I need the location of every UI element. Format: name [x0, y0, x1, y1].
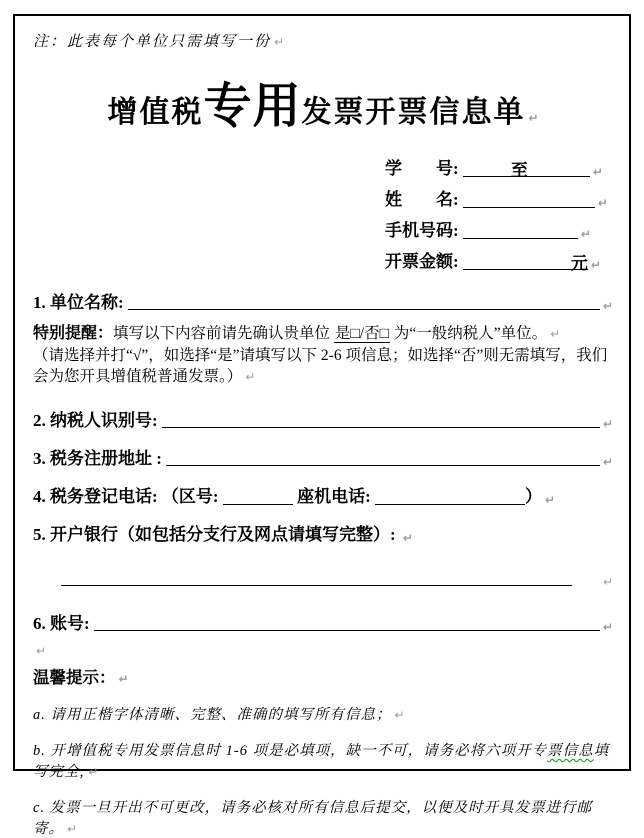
item4-close-paren: ）: [525, 487, 542, 506]
amount-input-line[interactable]: [463, 255, 571, 270]
header-fields-block: [385, 148, 613, 272]
student-no-label: 学 号:: [385, 159, 463, 178]
item4-label: 4. 税务登记电话: （区号:: [33, 487, 223, 506]
paragraph-mark-icon: ↵: [88, 765, 100, 779]
amount-label: 开票金额:: [385, 252, 463, 271]
paragraph-mark-icon: ↵: [394, 708, 406, 722]
item-tax-phone: [33, 482, 613, 507]
account-no-input-line[interactable]: [94, 629, 600, 631]
item-company-name: [33, 288, 613, 313]
paragraph-mark-icon: ↵: [580, 227, 591, 241]
tip-b-text-after: 填写完全;: [33, 743, 610, 780]
item-taxpayer-id: [33, 406, 613, 431]
paragraph-mark-icon: ↵: [118, 672, 129, 686]
student-no-from-input-line[interactable]: [463, 162, 511, 177]
tip-b-spellcheck-text: 票信息: [547, 743, 594, 759]
title-emphasis: 专用: [203, 80, 302, 133]
item-bank-name: [33, 520, 613, 545]
paragraph-mark-icon: ↵: [602, 620, 613, 634]
paragraph-mark-icon: ↵: [590, 258, 601, 272]
tips-heading: 温馨提示：: [33, 668, 116, 687]
item-account-no: [33, 609, 613, 634]
paragraph-mark-icon: ↵: [602, 575, 613, 589]
item1-label: 1. 单位名称:: [33, 293, 128, 312]
paragraph-mark-icon: ↵: [245, 370, 256, 384]
title-prefix: 增值税: [107, 96, 204, 129]
paragraph-mark-icon: ↵: [36, 644, 47, 658]
special-reminder-text-after: 为“一般纳税人”单位。: [389, 325, 548, 342]
item6-label: 6. 账号:: [33, 614, 94, 633]
paragraph-mark-icon: ↵: [402, 531, 413, 545]
empty-paragraph: [33, 642, 613, 660]
tips-heading-row: [33, 664, 613, 688]
paragraph-mark-icon: ↵: [602, 455, 613, 469]
item3-label: 3. 税务注册地址 :: [33, 449, 167, 468]
title-suffix: 发票开票信息单: [301, 96, 526, 129]
mobile-label: 手机号码:: [385, 221, 463, 240]
mobile-field: [385, 210, 613, 241]
name-field: [385, 179, 613, 210]
tip-b: [33, 739, 613, 781]
student-no-to-text: 至: [511, 156, 528, 177]
item4-mid-label: 座机电话:: [292, 487, 375, 506]
item5-label: 5. 开户银行（如包括分支行及网点请填写完整）:: [33, 525, 400, 544]
paragraph-mark-icon: ↵: [597, 196, 608, 210]
item2-label: 2. 纳税人识别号:: [33, 411, 162, 430]
amount-unit: 元: [571, 249, 588, 270]
landline-input-line[interactable]: [375, 490, 525, 505]
student-no-field: [385, 148, 613, 179]
paragraph-mark-icon: ↵: [592, 165, 603, 179]
tip-a-text: a. 请用正楷字体清晰、完整、准确的填写所有信息；: [33, 707, 392, 723]
tip-c: [33, 796, 613, 838]
top-note: [33, 30, 613, 51]
special-reminder: [33, 323, 613, 388]
bank-name-input-line[interactable]: [61, 584, 572, 586]
paragraph-mark-icon: ↵: [602, 417, 613, 431]
paragraph-mark-icon: ↵: [67, 822, 79, 836]
name-input-line[interactable]: [463, 193, 595, 208]
top-note-text: 注：此表每个单位只需填写一份: [33, 34, 272, 50]
form-sheet: [13, 14, 631, 837]
student-no-to-input-line[interactable]: [528, 162, 590, 177]
paragraph-mark-icon: ↵: [528, 111, 539, 125]
tip-c-text: c. 发票一旦开出不可更改，请务必核对所有信息后提交，以便及时开具发票进行邮寄。: [33, 800, 593, 837]
item-tax-address: [33, 444, 613, 469]
area-code-input-line[interactable]: [223, 490, 293, 505]
paragraph-mark-icon: ↵: [274, 35, 287, 49]
taxpayer-yes-no-checkboxes[interactable]: 是□/否□: [334, 325, 389, 342]
tax-address-input-line[interactable]: [166, 464, 600, 466]
name-label: 姓 名:: [385, 190, 463, 209]
special-reminder-text-before: 填写以下内容前请先确认贵单位: [113, 325, 334, 342]
form-title: [33, 67, 613, 136]
mobile-input-line[interactable]: [463, 224, 578, 239]
amount-field: [385, 241, 613, 272]
company-name-input-line[interactable]: [128, 308, 600, 310]
tip-b-text-before: b. 开增值税专用发票信息时 1-6 项是必填项，缺一不可，请务必将六项开专: [33, 743, 548, 759]
bank-name-write-line: [61, 575, 613, 589]
paragraph-mark-icon: ↵: [550, 327, 561, 341]
special-reminder-heading: 特别提醒：: [33, 325, 114, 342]
taxpayer-id-input-line[interactable]: [162, 426, 600, 428]
tip-a: [33, 703, 613, 724]
paragraph-mark-icon: ↵: [545, 493, 556, 507]
paragraph-mark-icon: ↵: [602, 299, 613, 313]
special-reminder-paren-note: （请选择并打“√”，如选择“是”请填写以下 2-6 项信息；如选择“否”则无需填写，我们会为您开具增值税普通发票。）: [33, 347, 608, 385]
